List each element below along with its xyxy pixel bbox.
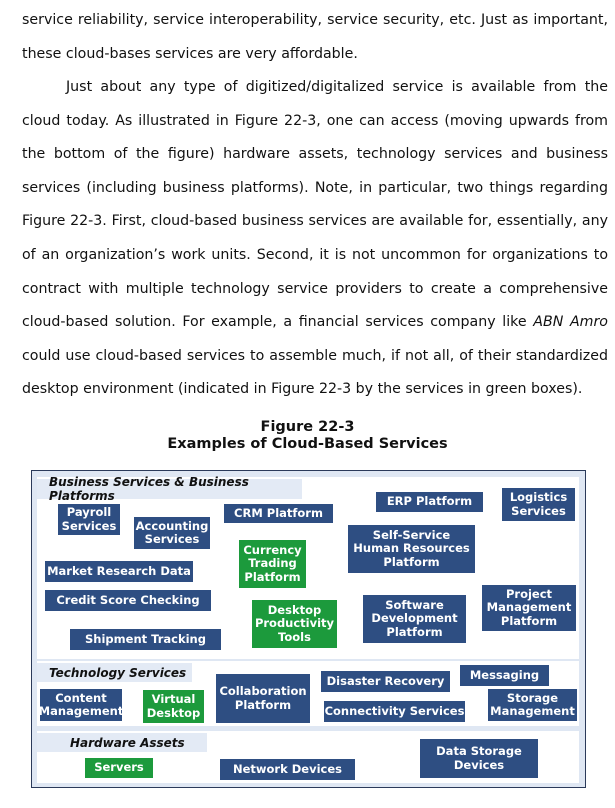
content-management-box: Content Management	[40, 689, 122, 721]
self-service-hr-platform-box: Self-Service Human Resources Platform	[348, 525, 475, 573]
data-storage-devices-box: Data Storage Devices	[420, 739, 538, 778]
payroll-services-box: Payroll Services	[58, 504, 120, 535]
company-name: ABN Amro	[533, 314, 608, 331]
disaster-recovery-box: Disaster Recovery	[321, 671, 450, 692]
accounting-services-box: Accounting Services	[134, 517, 210, 549]
currency-trading-platform-box: Currency Trading Platform	[239, 540, 306, 588]
paragraph-2-text-b: could use cloud-based services to assemble much, if not all, of their standardized desktop environment (indicated in Figure 22-3 by the services in green boxes).	[22, 347, 608, 398]
paragraph-2-text-a: Just about any type of digitized/digitalized service is available from the cloud today. As illustrated in Figure 22-3, one can access (moving upwards from the bottom of the figure) hardware assets, technology services and business services (including business platforms). Note, in particular, two things regarding Figure 22-3. First, cloud-based business services are available for, essentially, any of an organization’s work units. Second, it is not uncommon for organizations to contract with multiple technology service providers to create a comprehensive cloud-based solution. For example, a financial services company like	[22, 79, 608, 331]
software-development-platform-box: Software Development Platform	[363, 595, 466, 643]
credit-score-checking-box: Credit Score Checking	[45, 590, 211, 611]
hardware-assets-header: Hardware Assets	[37, 733, 207, 752]
virtual-desktop-box: Virtual Desktop	[143, 690, 204, 723]
erp-platform-box: ERP Platform	[376, 492, 483, 512]
paragraph-1: service reliability, service interoperability, service security, etc. Just as important, these cloud-bases services are very affordable.	[22, 12, 608, 62]
business-services-header: Business Services & Business Platforms	[37, 479, 302, 499]
shipment-tracking-box: Shipment Tracking	[70, 629, 221, 650]
network-devices-box: Network Devices	[220, 759, 355, 780]
figure-caption: Examples of Cloud-Based Services	[167, 436, 448, 452]
market-research-data-box: Market Research Data	[45, 561, 193, 582]
cloud-services-diagram	[31, 470, 586, 788]
technology-services-header: Technology Services	[37, 663, 192, 682]
paragraph-2	[22, 71, 608, 407]
messaging-box: Messaging	[460, 665, 549, 686]
crm-platform-box: CRM Platform	[224, 504, 333, 523]
figure-number: Figure 22-3	[260, 419, 355, 435]
project-management-platform-box: Project Management Platform	[482, 585, 576, 631]
connectivity-services-box: Connectivity Services	[324, 701, 465, 722]
storage-management-box: Storage Management	[488, 689, 577, 721]
collaboration-platform-box: Collaboration Platform	[216, 674, 310, 723]
logistics-services-box: Logistics Services	[502, 488, 575, 521]
desktop-productivity-tools-box: Desktop Productivity Tools	[252, 600, 337, 648]
servers-box: Servers	[85, 758, 153, 778]
